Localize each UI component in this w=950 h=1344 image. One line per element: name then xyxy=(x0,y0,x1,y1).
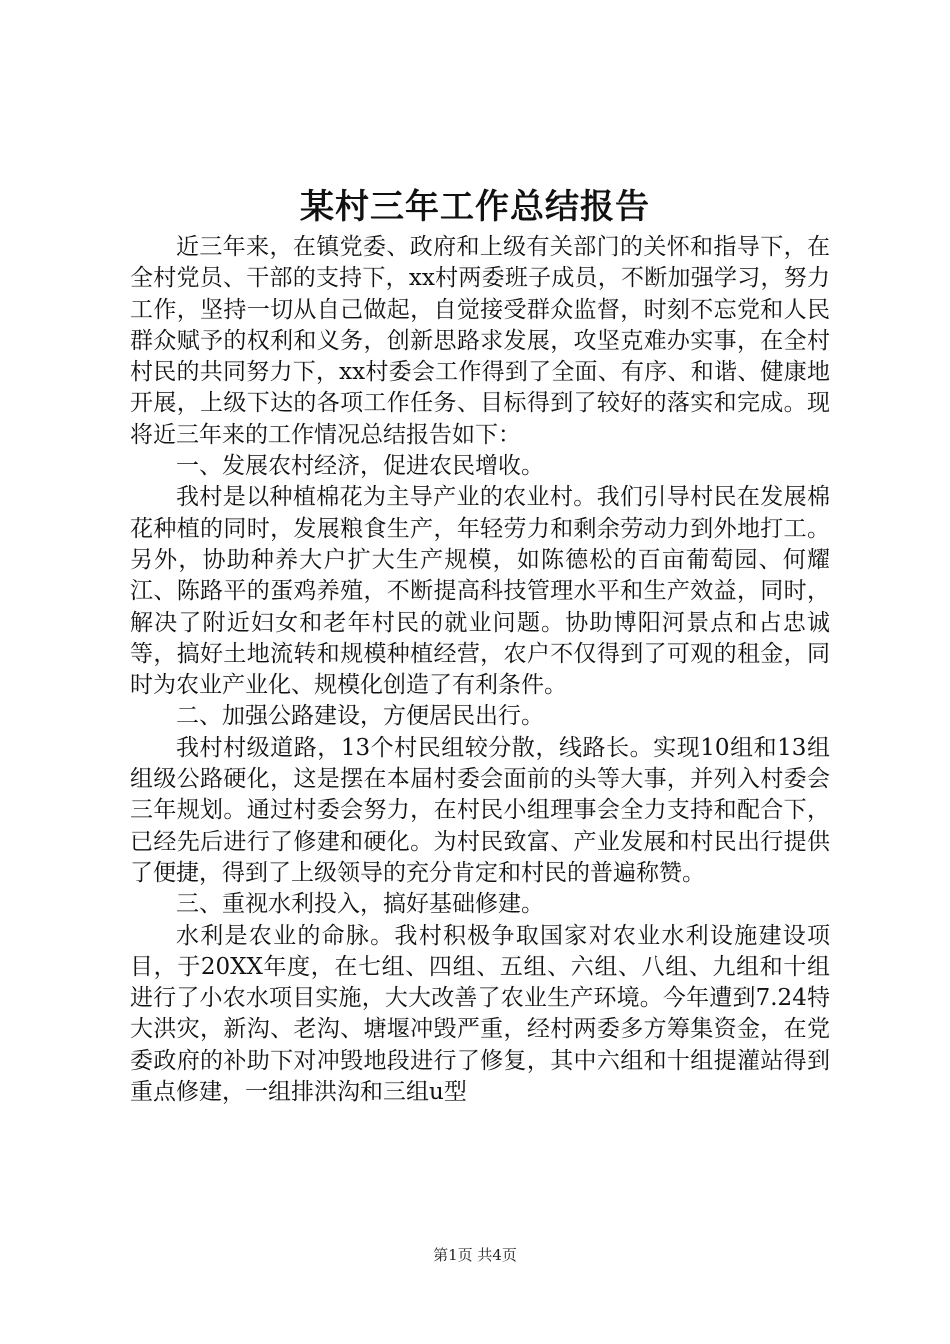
intro-paragraph: 近三年来，在镇党委、政府和上级有关部门的关怀和指导下，在全村党员、干部的支持下，xx村两委班子成员，不断加强学习，努力工作，坚持一切从自己做起，自觉接受群众监督，时刻不忘党和人民群众赋予的权利和义务，创新思路求发展，攻坚克难办实事，在全村村民的共同努力下，xx村委会工作得到了全面、有序、和谐、健康地开展，上级下达的各项工作任务、目标得到了较好的落实和完成。现将近三年来的工作情况总结报告如下： xyxy=(130,234,830,448)
section-paragraph-1: 我村是以种植棉花为主导产业的农业村。我们引导村民在发展棉花种植的同时，发展粮食生产，年轻劳力和剩余劳动力到外地打工。另外，协助种养大户扩大生产规模，如陈德松的百亩葡萄园、何耀江、陈路平的蛋鸡养殖，不断提高科技管理水平和生产效益，同时，解决了附近妇女和老年村民的就业问题。协助博阳河景点和占忠诚等，搞好土地流转和规模种植经营，农户不仅得到了可观的租金，同时为农业产业化、规模化创造了有利条件。 xyxy=(130,484,830,699)
section-heading-1: 一、发展农村经济，促进农民增收。 xyxy=(176,453,544,480)
document-body xyxy=(130,232,830,1108)
section-paragraph-2: 我村村级道路，13个村民组较分散，线路长。实现10组和13组组级公路硬化，这是摆在本届村委会面前的头等大事，并列入村委会三年规划。通过村委会努力，在村民小组理事会全力支持和配合下，已经先后进行了修建和硬化。为村民致富、产业发展和村民出行提供了便捷，得到了上级领导的充分肯定和村民的普遍称赞。 xyxy=(130,734,830,886)
page-footer: 第1页 共4页 xyxy=(433,1246,517,1264)
document-title: 某村三年工作总结报告 xyxy=(300,187,650,227)
section-heading-3: 三、重视水利投入，搞好基础修建。 xyxy=(176,891,544,918)
section-heading-2: 二、加强公路建设，方便居民出行。 xyxy=(176,703,544,730)
section-paragraph-3: 水利是农业的命脉。我村积极争取国家对农业水利设施建设项目，于20XX年度，在七组、四组、五组、六组、八组、九组和十组进行了小农水项目实施，大大改善了农业生产环境。今年遭到7.24特大洪灾，新沟、老沟、塘堰冲毁严重，经村两委多方筹集资金，在党委政府的补助下对冲毁地段进行了修复，其中六组和十组提灌站得到重点修建，一组排洪沟和三组u型 xyxy=(130,922,830,1106)
